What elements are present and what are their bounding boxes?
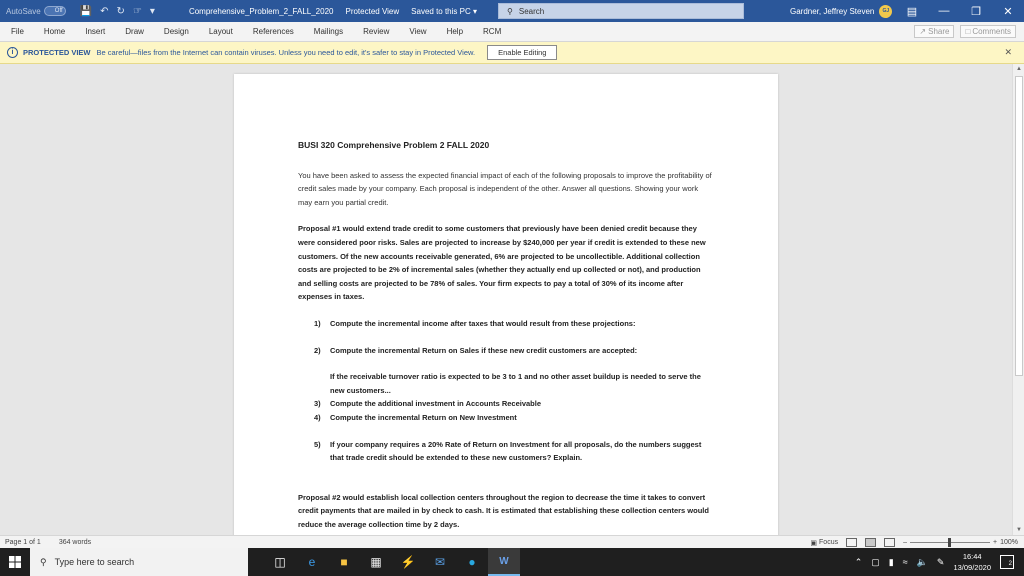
tab-home[interactable]: Home <box>43 27 66 36</box>
proposal1-paragraph: Proposal #1 would extend trade credit to some customers that previously have been denied credit because they were considered poor risks. Sales are projected to increase by $240,000 per year if credit is extended to these new customers. Of the new accounts receivable generated, 6% are projected to be uncollectible. Additional collection costs are projected to be 2% of incremental sales (whether they actually end up collected or not), and production and selling costs are projected to be 78% of sales. Your firm expects to pay a total of 30% of its income after expenses in taxes. <box>298 224 706 302</box>
title-bar <box>0 0 1024 22</box>
tab-help[interactable]: Help <box>446 27 464 36</box>
notification-count: 2 <box>1008 561 1012 567</box>
mail-icon[interactable]: ✉ <box>434 555 446 569</box>
document-area[interactable] <box>0 64 1012 535</box>
customize-toolbar-icon[interactable]: ▾ <box>149 5 155 17</box>
question-2: 2) Compute the incremental Return on Sales if these new credit customers are accepted: <box>314 345 638 355</box>
intro-paragraph: You have been asked to assess the expected financial impact of each of the following proposals to improve the profitability of credit sales made by your company. Each proposal is independent of the other. Answer all questions. Showing your work may earn you partial credit. <box>298 170 712 207</box>
question-4: 4) Compute the incremental Return on New Investment <box>314 412 517 422</box>
clock-time: 16:44 <box>962 552 982 561</box>
store-icon[interactable]: ▦ <box>370 555 382 569</box>
scroll-down-icon[interactable]: ▼ <box>1016 527 1022 533</box>
tab-references[interactable]: References <box>252 27 294 36</box>
question-1: 1) Compute the incremental income after taxes that would result from these projections: <box>314 318 636 328</box>
window-title <box>189 7 477 16</box>
enable-editing-button[interactable]: Enable Editing <box>487 45 557 60</box>
task-view-icon[interactable]: ◫ <box>274 555 286 569</box>
word-count[interactable]: 364 words <box>58 538 92 546</box>
taskbar-search-placeholder: Type here to search <box>54 557 135 567</box>
question-3: 3) Compute the additional investment in Accounts Receivable <box>314 399 542 409</box>
tab-layout[interactable]: Layout <box>208 27 233 36</box>
focus-icon: ▣ <box>810 539 818 547</box>
taskbar <box>0 548 1024 576</box>
lightning-app-icon[interactable]: ⚡ <box>400 555 416 569</box>
page-count[interactable]: Page 1 of 1 <box>5 538 41 546</box>
pen-icon[interactable]: ✎ <box>936 556 945 567</box>
zoom-slider[interactable] <box>910 542 990 543</box>
volume-icon[interactable]: 🔈 <box>916 556 928 567</box>
document-page[interactable] <box>234 74 778 535</box>
skype-icon[interactable]: ● <box>468 555 476 569</box>
info-icon: i <box>7 47 18 58</box>
tab-view[interactable]: View <box>409 27 427 36</box>
zoom-in-icon[interactable]: + <box>993 539 998 546</box>
search-icon: ⚲ <box>40 556 47 567</box>
search-placeholder: Search <box>518 6 545 16</box>
tab-rcm[interactable]: RCM <box>483 27 502 36</box>
read-mode-icon[interactable] <box>846 538 857 547</box>
status-bar <box>0 535 1024 548</box>
share-button[interactable]: ↗ Share <box>914 25 954 38</box>
autosave-switch[interactable] <box>44 6 66 16</box>
restore-icon[interactable]: ❐ <box>971 5 981 18</box>
clock-date: 13/09/2020 <box>953 563 991 572</box>
ribbon-tabs <box>0 22 1024 42</box>
file-explorer-icon[interactable]: ■ <box>340 555 348 569</box>
web-layout-icon[interactable] <box>884 538 895 547</box>
tab-file[interactable]: File <box>11 27 24 36</box>
tab-mailings[interactable]: Mailings <box>313 27 344 36</box>
ribbon-display-icon[interactable]: ▤ <box>906 5 918 18</box>
edge-icon[interactable]: e <box>308 555 316 569</box>
word-icon[interactable]: W <box>488 548 520 576</box>
tab-design[interactable]: Design <box>163 27 189 36</box>
scroll-thumb[interactable] <box>1015 76 1023 376</box>
zoom-control[interactable] <box>903 539 1018 546</box>
zoom-out-icon[interactable]: – <box>903 539 907 546</box>
comment-icon: □ <box>965 27 971 36</box>
notification-icon[interactable] <box>1000 555 1014 569</box>
taskbar-search[interactable] <box>30 548 248 576</box>
search-icon: ⚲ <box>507 6 513 16</box>
undo-icon[interactable]: ↶ <box>100 5 109 17</box>
turnover-note: If the receivable turnover ratio is expected to be 3 to 1 and no other asset buildup is needed to serve the new customers... <box>330 372 701 395</box>
avatar[interactable]: GJ <box>879 5 892 18</box>
chevron-up-icon[interactable]: ⌃ <box>854 556 863 567</box>
tab-review[interactable]: Review <box>363 27 390 36</box>
scroll-up-icon[interactable]: ▲ <box>1016 66 1022 72</box>
doc-mode: Protected View <box>345 6 400 16</box>
close-icon[interactable]: ✕ <box>1004 47 1012 57</box>
question-5: 5) If your company requires a 20% Rate of Return on Investment for all proposals, do the numbers suggest that trade credit should be extended to these new customers? Explain. <box>314 439 702 463</box>
wifi-icon[interactable]: ≈ <box>902 557 908 567</box>
autosave-toggle[interactable] <box>6 6 66 16</box>
vertical-scrollbar[interactable] <box>1012 64 1024 535</box>
doc-title: Comprehensive_Problem_2_FALL_2020 <box>188 6 334 16</box>
battery-icon[interactable]: ▮ <box>888 556 894 567</box>
action-icon[interactable]: ▢ <box>871 556 880 567</box>
search-box[interactable] <box>498 3 744 19</box>
autosave-label: AutoSave <box>6 6 41 16</box>
focus-button[interactable]: ▣ Focus <box>810 539 839 547</box>
page-title: BUSI 320 Comprehensive Problem 2 FALL 2020 <box>298 140 490 150</box>
proposal2-paragraph: Proposal #2 would establish local collection centers throughout the region to decrease the time it takes to convert credit payments that are mailed in by check to cash. It is estimated that establishing these collection centers would reduce the average collection time by 2 days. <box>298 492 709 529</box>
save-state[interactable]: Saved to this PC ▾ <box>411 6 477 16</box>
autosave-state: Off <box>54 8 63 14</box>
share-icon: ↗ <box>919 27 927 36</box>
close-icon[interactable]: ✕ <box>1003 5 1013 18</box>
user-name: Gardner, Jeffrey Steven <box>790 6 875 16</box>
save-icon[interactable]: 💾 <box>79 5 93 17</box>
tab-draw[interactable]: Draw <box>125 27 144 36</box>
user-account[interactable] <box>790 0 892 22</box>
protected-view-bar <box>0 42 1024 64</box>
zoom-level[interactable]: 100% <box>1000 539 1018 546</box>
redo-icon[interactable]: ↻ <box>116 5 125 17</box>
print-layout-icon[interactable] <box>865 538 876 547</box>
protected-view-label: PROTECTED VIEW <box>23 48 91 57</box>
comments-button[interactable]: □ Comments <box>960 25 1016 38</box>
minimize-icon[interactable]: — <box>938 5 950 17</box>
protected-view-message: Be careful—files from the Internet can contain viruses. Unless you need to edit, it's safer to stay in Protected View. <box>96 48 476 57</box>
question-list <box>298 317 714 465</box>
windows-start-icon[interactable] <box>0 548 30 576</box>
tab-insert[interactable]: Insert <box>85 27 106 36</box>
clock[interactable] <box>953 551 991 573</box>
touch-mode-icon[interactable]: ☞ <box>132 5 142 17</box>
